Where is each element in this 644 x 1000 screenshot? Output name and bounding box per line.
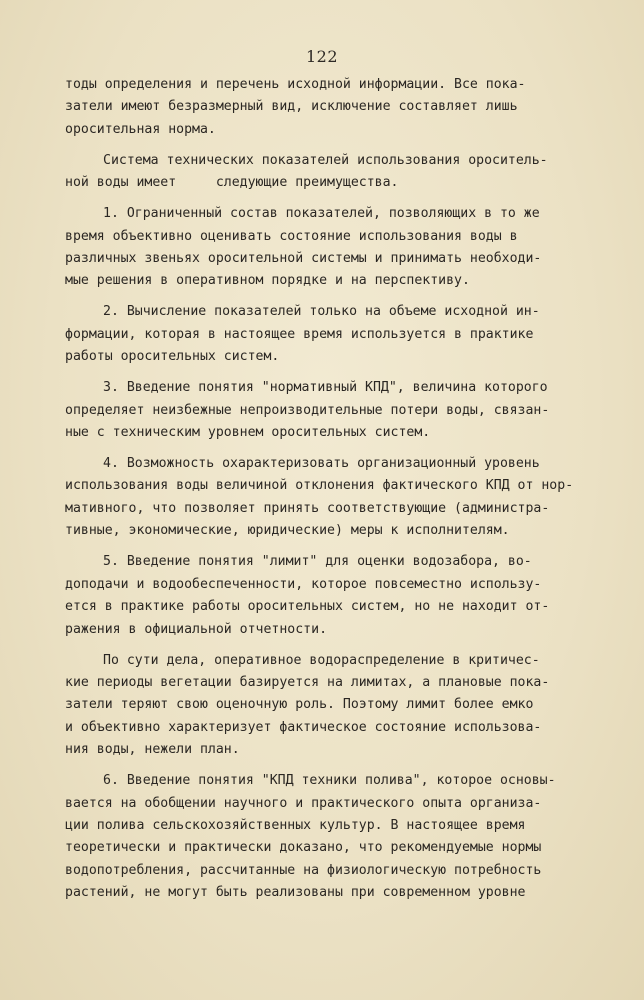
text-line: ной воды имеет следующие преимущества. [65, 175, 399, 191]
body-text [65, 74, 585, 913]
text-line: мативного, что позволяет принять соответствующие (администра- [65, 500, 550, 516]
text-line: затели имеют безразмерный вид, исключение составляет лишь [65, 99, 518, 115]
paragraph-6 [65, 453, 585, 543]
text-line: тивные, экономические, юридические) меры к исполнителям. [65, 523, 510, 539]
text-line: работы оросительных систем. [65, 349, 280, 365]
text-line: кие периоды вегетации базируется на лимитах, а плановые пока- [65, 674, 550, 690]
text-line: ния воды, нежели план. [65, 742, 240, 758]
paragraph-4 [65, 301, 585, 368]
text-line: оросительная норма. [65, 121, 216, 137]
text-line: водопотребления, рассчитанные на физиологическую потребность [65, 862, 542, 878]
text-line: использования воды величиной отклонения фактического КПД от нор- [65, 478, 574, 494]
text-line: вается на обобщении научного и практического опыта организа- [65, 795, 542, 811]
paragraph-7 [65, 551, 585, 641]
paragraph-5 [65, 377, 585, 444]
paragraph-9 [65, 770, 585, 904]
text-line: ражения в официальной отчетности. [65, 621, 328, 637]
text-line: теоретически и практически доказано, что рекомендуемые нормы [65, 840, 542, 856]
page-number: 122 [305, 47, 339, 66]
text-line: ции полива сельскохозяйственных культур. В настоящее время [65, 817, 526, 833]
paragraph-2 [65, 150, 585, 195]
text-line: тоды определения и перечень исходной информации. Все пока- [65, 77, 526, 92]
text-line: и объективно характеризует фактическое состояние использова- [65, 719, 542, 735]
text-line: 2. Вычисление показателей только на объеме исходной ин- [103, 304, 540, 320]
text-line: затели теряют свою оценочную роль. Поэтому лимит более емко [65, 697, 534, 713]
text-line: 4. Возможность охарактеризовать организационный уровень [103, 456, 540, 472]
text-line: растений, не могут быть реализованы при современном уровне [65, 885, 526, 901]
text-line: время объективно оценивать состояние использования воды в [65, 228, 518, 244]
text-line: доподачи и водообеспеченности, которое повсеместно использу- [65, 576, 542, 592]
text-line: ется в практике работы оросительных систем, но не находит от- [65, 599, 550, 615]
text-line: определяет неизбежные непроизводительные потери воды, связан- [65, 402, 550, 418]
paragraph-3 [65, 203, 585, 293]
text-line: 6. Введение понятия "КПД техники полива", которое основы- [103, 773, 556, 789]
text-line: 1. Ограниченный состав показателей, позволяющих в то же [103, 206, 540, 222]
text-line: различных звеньях оросительной системы и принимать необходи- [65, 251, 542, 267]
text-line: ные с техническим уровнем оросительных систем. [65, 425, 431, 441]
text-line: По сути дела, оперативное водораспределение в критичес- [103, 652, 540, 668]
text-line: 3. Введение понятия "нормативный КПД", величина которого [103, 380, 548, 396]
text-line: 5. Введение понятия "лимит" для оценки водозабора, во- [103, 554, 532, 570]
text-line: формации, которая в настоящее время используется в практике [65, 326, 534, 342]
paragraph-8 [65, 650, 585, 762]
paragraph-1 [65, 74, 585, 141]
text-line: Система технических показателей использования ороситель- [103, 152, 548, 168]
text-line: мые решения в оперативном порядке и на перспективу. [65, 273, 470, 289]
